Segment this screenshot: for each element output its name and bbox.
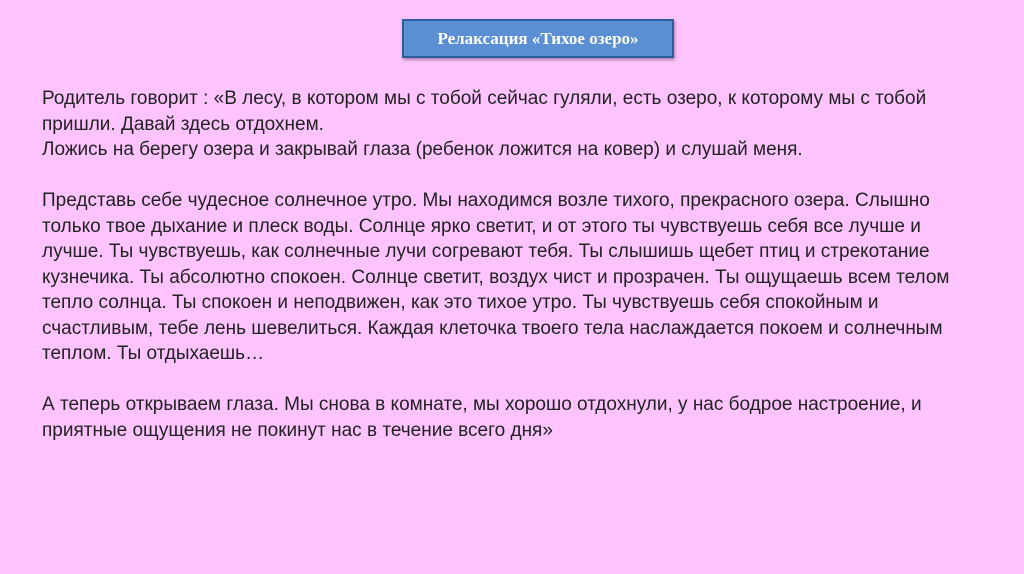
text-line: тепло солнца. Ты спокоен и неподвижен, как это тихое утро. Ты чувствуешь себя спокойным и bbox=[42, 292, 879, 313]
text-line: приятные ощущения не покинут нас в течение всего дня» bbox=[42, 419, 553, 441]
paragraph-relaxation bbox=[42, 188, 992, 367]
slide-title: Релаксация «Тихое озеро» bbox=[437, 28, 639, 48]
text-line: А теперь открываем глаза. Мы снова в комнате, мы хорошо отдохнули, у нас бодрое настроение, и bbox=[42, 394, 922, 415]
text-line: счастливым, тебе лень шевелиться. Каждая клеточка твоего тела наслаждается покоем и солнечным bbox=[42, 317, 943, 339]
text-line: лучше. Ты чувствуешь, как солнечные лучи согревают тебя. Ты слышишь щебет птиц и стрекотание bbox=[42, 241, 930, 262]
text-line: кузнечика. Ты абсолютно спокоен. Солнце светит, воздух чист и прозрачен. Ты ощущаешь всем телом bbox=[42, 266, 950, 288]
slide-body bbox=[42, 86, 992, 443]
paragraph-closing bbox=[42, 392, 992, 443]
text-line: Представь себе чудесное солнечное утро. Мы находимся возле тихого, прекрасного озера. Слышно bbox=[42, 190, 930, 211]
title-box bbox=[402, 19, 674, 58]
text-line: Родитель говорит : «В лесу, в котором мы с тобой сейчас гуляли, есть озеро, к которому мы с тобой bbox=[42, 88, 927, 109]
text-line: только твое дыхание и плеск воды. Солнце ярко светит, и от этого ты чувствуешь себя все лучше и bbox=[42, 215, 921, 237]
paragraph-intro bbox=[42, 86, 992, 163]
text-line: теплом. Ты отдыхаешь… bbox=[42, 343, 265, 364]
text-line: Ложись на берегу озера и закрывай глаза (ребенок ложится на ковер) и слушай меня. bbox=[42, 139, 803, 160]
text-line: пришли. Давай здесь отдохнем. bbox=[42, 113, 324, 135]
